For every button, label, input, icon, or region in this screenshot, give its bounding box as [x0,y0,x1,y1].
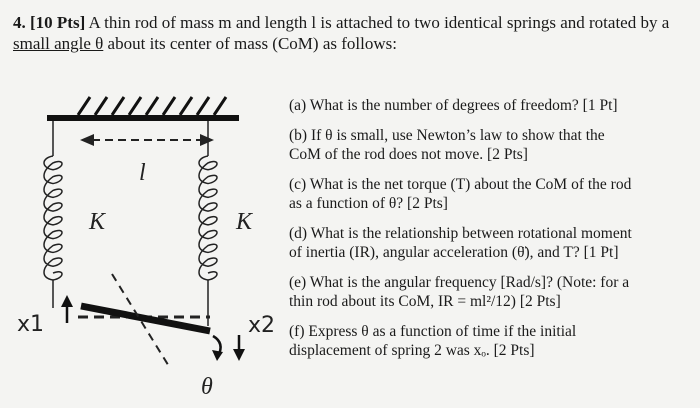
question-d [289,224,694,262]
x1-arrow-head [61,295,73,307]
question-b-line-2: CoM of the rod does not move. [2 Pts] [289,146,528,163]
question-e-line-1: (e) What is the angular frequency [Rad/s]? (Note: for a [289,274,630,291]
ceiling-bar [47,115,239,121]
question-b [289,126,694,164]
question-f-line-1: (f) Express θ as a function of time if the initial [289,323,577,340]
question-a [289,96,694,115]
x2-arrow-head [233,349,245,361]
problem-text-2: about its center of mass (CoM) as follows: [107,34,397,53]
question-d-line-1: (d) What is the relationship between rotational moment [289,225,632,242]
question-list [289,96,694,371]
problem-line-1 [13,12,693,33]
left-spring-label: K [89,209,106,235]
question-d-line-2: of inertia (IR), angular acceleration (θ̈), and T? [1 Pt] [289,244,619,261]
problem-points: [10 Pts] [30,13,86,32]
question-f-line-2: displacement of spring 2 was xₒ. [2 Pts] [289,342,535,359]
problem-line-2 [13,33,693,54]
question-e [289,273,694,311]
question-f [289,322,694,360]
spring-rod-figure [10,88,280,403]
small-angle-underlined: small angle θ [13,34,104,53]
question-c [289,175,694,213]
length-arrow-right-head [200,134,214,146]
figure-svg [10,88,280,403]
question-c-line-2: as a function of θ? [2 Pts] [289,195,448,212]
right-spring-label: K [236,209,253,235]
x1-label: x1 [17,312,45,337]
length-label: l [139,160,146,186]
question-a-line-1: (a) What is the number of degrees of freedom? [1 Pt] [289,97,618,114]
question-b-line-1: (b) If θ is small, use Newton’s law to show that the [289,127,605,144]
question-e-line-2: thin rod about its CoM, IR = ml²/12) [2 Pts] [289,293,561,310]
question-c-line-1: (c) What is the net torque (T) about the CoM of the rod [289,176,632,193]
problem-statement [13,12,693,54]
problem-text-1: A thin rod of mass m and length l is attached to two identical springs and rotated by a [88,13,670,32]
theta-label: θ [201,374,213,400]
x2-label: x2 [248,313,276,338]
right-spring [199,156,217,280]
problem-number: 4. [13,13,26,32]
left-spring [44,156,62,280]
ceiling-hatch [78,97,226,115]
length-arrow-left-head [80,134,94,146]
angle-arc-head [212,350,223,361]
